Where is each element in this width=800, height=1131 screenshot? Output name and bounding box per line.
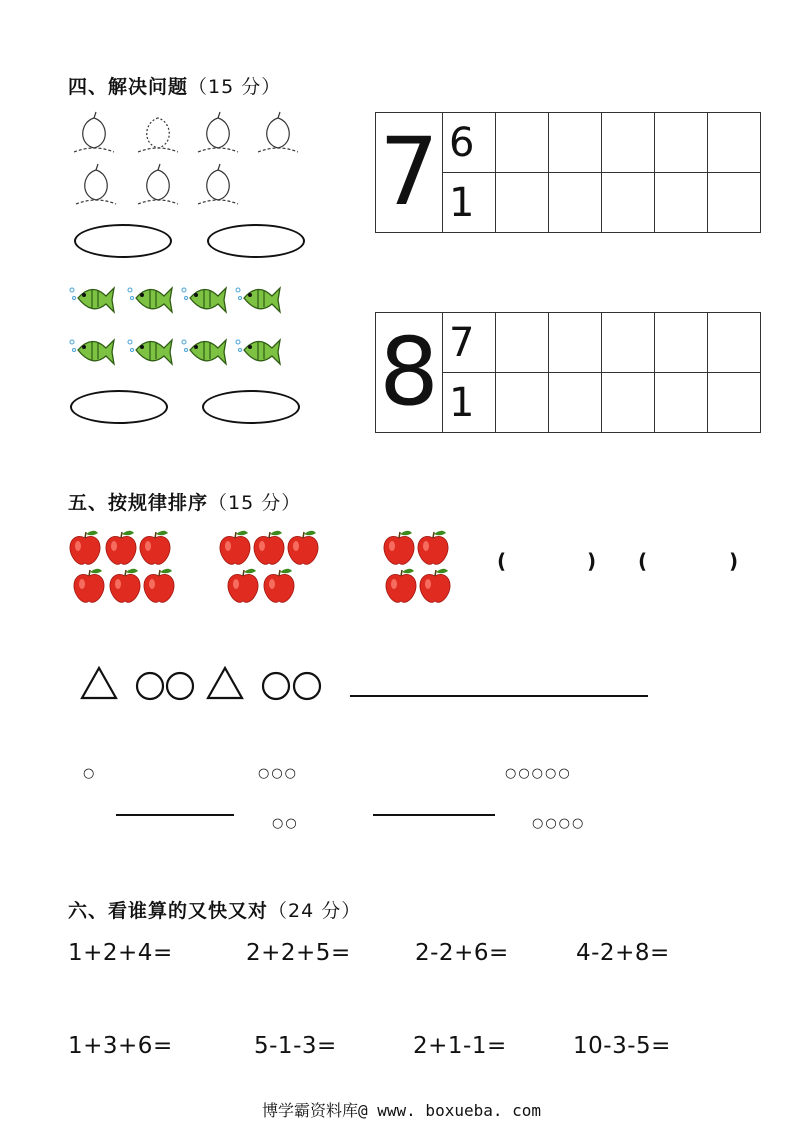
section-4-heading (68, 72, 281, 99)
grid-blank-cell[interactable] (708, 313, 761, 373)
grid-blank-cell[interactable] (655, 313, 708, 373)
fish-icons (68, 282, 288, 378)
math-problem: 2+1-1= (413, 1033, 507, 1059)
answer-paren-close: ) (587, 549, 597, 573)
math-problem: 10-3-5= (573, 1033, 671, 1059)
math-problem: 1+3+6= (68, 1033, 173, 1059)
circle-pattern-item: ○○○○ (532, 816, 586, 831)
peach-icon (258, 112, 298, 152)
answer-oval[interactable] (207, 224, 305, 258)
answer-paren-open: ( (638, 549, 648, 573)
grid-blank-cell[interactable] (708, 173, 761, 233)
section-title: 五、按规律排序 (68, 492, 209, 514)
circle-icon (294, 673, 320, 699)
shape-pattern (78, 664, 338, 708)
circle-icon (263, 673, 289, 699)
grid-blank-cell[interactable] (655, 113, 708, 173)
circle-icon (137, 673, 163, 699)
grid-blank-cell[interactable] (549, 173, 602, 233)
grid-blank-cell[interactable] (602, 113, 655, 173)
triangle-icon (82, 668, 116, 698)
grid-blank-cell[interactable] (549, 313, 602, 373)
footer-watermark: 博学霸资料库@ www. boxueba. com (262, 1101, 542, 1120)
grid-blank-cell[interactable] (549, 113, 602, 173)
fish-group (68, 282, 288, 382)
math-problem: 2+2+5= (246, 940, 351, 966)
grid-blank-cell[interactable] (496, 113, 549, 173)
grid-whole: 7 (376, 113, 443, 233)
grid-blank-cell[interactable] (602, 313, 655, 373)
section-5-heading (68, 488, 301, 515)
section-points: （24 分） (268, 900, 362, 922)
grid-whole: 8 (376, 313, 443, 433)
number-grid-8 (375, 312, 761, 433)
peach-icon (198, 164, 238, 204)
grid-part-bottom: 1 (443, 373, 496, 433)
grid-blank-cell[interactable] (496, 313, 549, 373)
shape-icons (78, 664, 338, 704)
answer-oval[interactable] (70, 390, 168, 424)
answer-oval[interactable] (74, 224, 172, 258)
circle-pattern-item: ○ (83, 766, 97, 781)
answer-blank[interactable] (512, 548, 582, 574)
apple-icons (68, 528, 468, 612)
math-problem: 4-2+8= (576, 940, 670, 966)
apple-sequence (68, 528, 468, 616)
section-title: 六、看谁算的又快又对 (68, 900, 269, 922)
answer-line[interactable] (373, 814, 495, 816)
grid-blank-cell[interactable] (549, 373, 602, 433)
section-points: （15 分） (208, 492, 302, 514)
number-grid-7 (375, 112, 761, 233)
triangle-icon (208, 668, 242, 698)
section-points: （15 分） (188, 76, 282, 98)
answer-line[interactable] (350, 695, 648, 697)
grid-blank-cell[interactable] (708, 113, 761, 173)
apple-group-6 (70, 531, 174, 603)
grid-blank-cell[interactable] (655, 373, 708, 433)
grid-blank-cell[interactable] (655, 173, 708, 233)
peach-icons (68, 110, 318, 210)
section-6-heading (68, 896, 361, 923)
apple-group-5 (220, 531, 318, 603)
circle-pattern-item: ○○○○○ (505, 766, 572, 781)
grid-blank-cell[interactable] (496, 173, 549, 233)
circle-pattern-item: ○○○ (258, 766, 299, 781)
peach-icon (76, 164, 116, 204)
math-problem: 2-2+6= (415, 940, 509, 966)
grid-part-top: 7 (443, 313, 496, 373)
answer-line[interactable] (116, 814, 234, 816)
grid-blank-cell[interactable] (496, 373, 549, 433)
peach-icon (198, 112, 238, 152)
peach-group (68, 110, 318, 214)
answer-oval[interactable] (202, 390, 300, 424)
peach-icon (74, 112, 114, 152)
answer-paren-close: ) (729, 549, 739, 573)
answer-paren-open: ( (497, 549, 507, 573)
peach-icon (138, 164, 178, 204)
circle-pattern-item: ○○ (272, 816, 299, 831)
grid-blank-cell[interactable] (602, 373, 655, 433)
grid-part-bottom: 1 (443, 173, 496, 233)
peach-icon (138, 118, 178, 152)
answer-blank[interactable] (653, 548, 723, 574)
math-problem: 1+2+4= (68, 940, 173, 966)
grid-blank-cell[interactable] (708, 373, 761, 433)
grid-blank-cell[interactable] (602, 173, 655, 233)
section-title: 四、解决问题 (68, 76, 189, 98)
apple-group-4 (384, 531, 450, 603)
math-problem: 5-1-3= (254, 1033, 337, 1059)
circle-icon (167, 673, 193, 699)
grid-part-top: 6 (443, 113, 496, 173)
